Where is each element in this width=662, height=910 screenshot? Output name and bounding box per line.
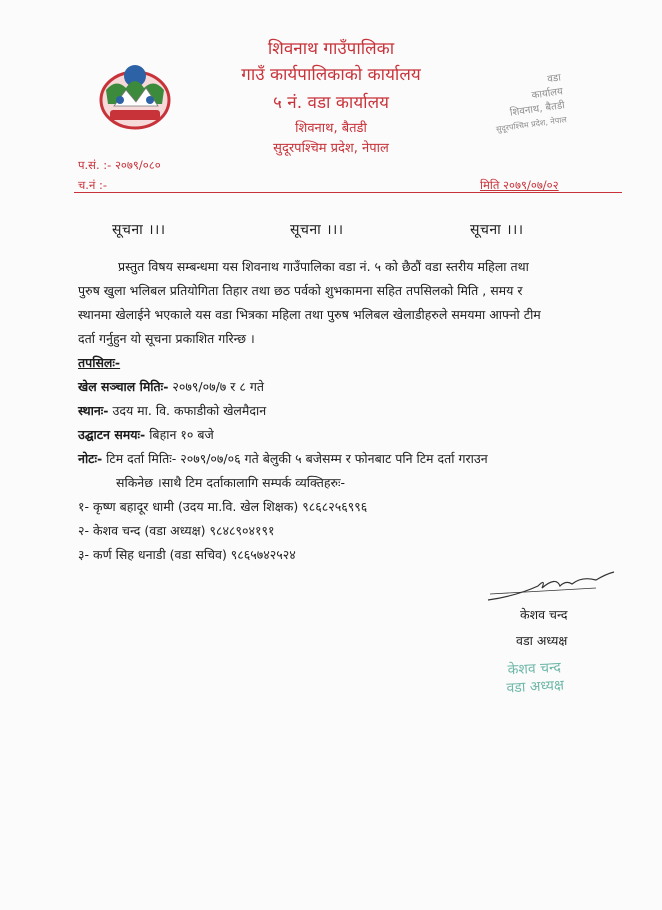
venue-label: स्थानः- [78, 403, 109, 418]
paragraph-line-3: स्थानमा खेलाईने भएकाले यस वडा भित्रका महिला तथा पुरुष भलिबल खेलाडीहरुले समयमा आफ्नो टीम [78, 307, 541, 322]
office-name: गाउँ कार्यपालिकाको कार्यालय [241, 65, 421, 85]
address-line: शिवनाथ, बैतडी [295, 121, 367, 136]
signatory-title: वडा अध्यक्ष [516, 633, 568, 648]
stamp-line-2: कार्यालय [531, 86, 564, 102]
note-line-2: सकिनेछ ।साथै टिम दर्ताकालागि सम्पर्क व्यक्तिहरुः- [116, 475, 345, 490]
paragraph-line-1: प्रस्तुत विषय सम्बन्धमा यस शिवनाथ गाउँपालिका वडा नं. ५ को छैठौं वडा स्तरीय महिला तथा [118, 259, 529, 274]
stamp-line-1: वडा [546, 72, 562, 86]
paragraph-line-4: दर्ता गर्नुहुन यो सूचना प्रकाशित गरिन्छ । [78, 331, 255, 346]
header-rule [74, 192, 622, 193]
contact-item: ३- कर्ण सिह धनाडी (वडा सचिव) ९८६५७४२५२४ [78, 547, 296, 562]
issue-date: मिति २०७९/०७/०२ [480, 178, 559, 192]
note-row [78, 448, 488, 470]
stamp-line-3: शिवनाथ, बैतडी [509, 100, 566, 119]
name-seal [505, 659, 564, 698]
paragraph-line-2: पुरुष खुला भलिबल प्रतियोगिता तिहार तथा छठ पर्वको शुभकामना सहित तपसिलको मिति , समय र [78, 283, 523, 298]
venue-value: उदय मा. वि. कफाडीको खेलमैदान [108, 403, 267, 418]
game-date-row [78, 376, 264, 398]
signatory-name: केशव चन्द [520, 607, 568, 622]
game-date-label: खेल सञ्चाल मितिः- [78, 379, 169, 394]
opening-time-label: उद्घाटन समयः- [78, 427, 146, 442]
municipality-name: शिवनाथ गाउँपालिका [267, 39, 395, 59]
details-heading: तपसिलः- [78, 355, 121, 370]
opening-time-value: बिहान १० बजे [145, 427, 214, 442]
seal-title: वडा अध्यक्ष [506, 677, 565, 697]
notice-heading-3: सूचना ।।। [470, 222, 524, 238]
note-value: टिम दर्ता मितिः- २०७९/०७/०६ गते बेलुकी ५ बजेसम्म र फोनबाट पनि टिम दर्ता गराउन [102, 451, 488, 466]
ref-number: प.सं. :- २०७९/०८० [78, 158, 161, 172]
dispatch-number: च.नं :- [78, 178, 108, 192]
stamp-line-4: सुदूरपश्चिम प्रदेश, नेपाल [495, 115, 568, 134]
notice-heading-2: सूचना ।।। [290, 222, 344, 238]
venue-row [78, 400, 266, 422]
seal-name: केशव चन्द [507, 659, 562, 679]
game-date-value: २०७९/०७/७ र ८ गते [168, 379, 264, 394]
contact-item: २- केशव चन्द (वडा अध्यक्ष) ९८४८९०४१९१ [78, 523, 275, 538]
notice-heading-1: सूचना ।।। [112, 222, 166, 238]
signature-scribble [486, 566, 616, 606]
province-line: सुदूरपश्चिम प्रदेश, नेपाल [273, 141, 389, 156]
note-label: नोटः- [78, 451, 103, 466]
ward-office-name: ५ नं. वडा कार्यालय [273, 93, 389, 113]
contact-item: १- कृष्ण बहादूर धामी (उदय मा.वि. खेल शिक्षक) ९८६८२५६९९६ [78, 499, 368, 514]
opening-time-row [78, 424, 214, 446]
